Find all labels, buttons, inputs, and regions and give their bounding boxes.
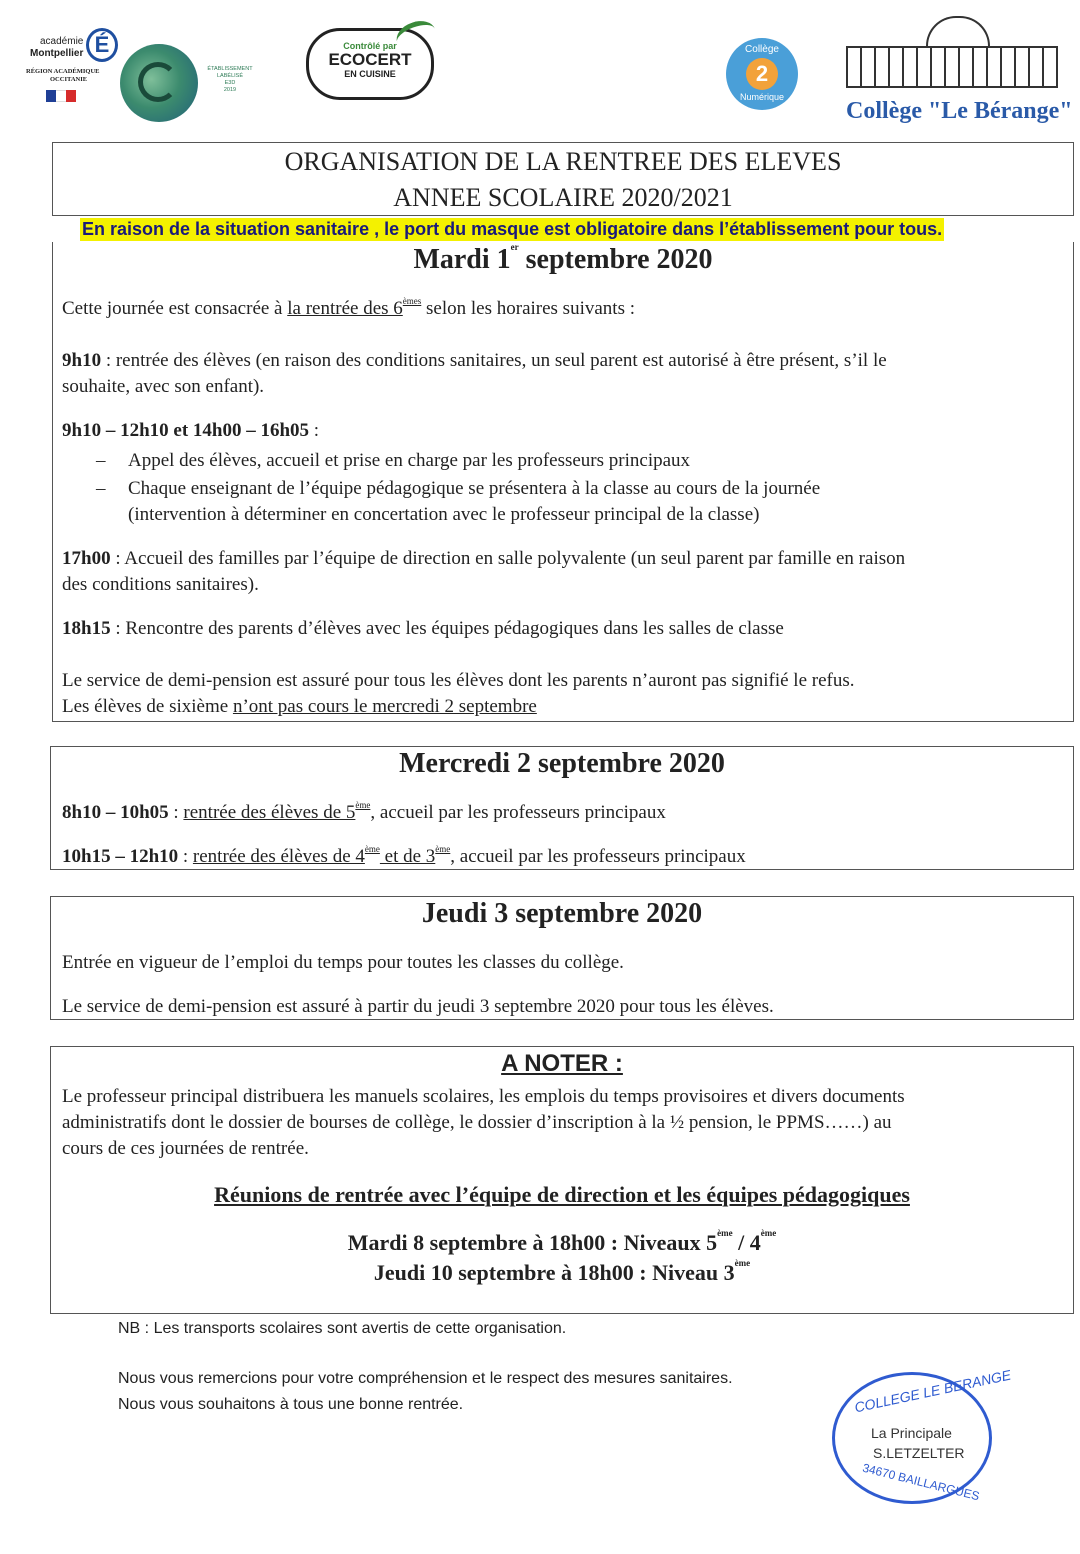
numerique-bottom: Numérique <box>739 92 785 102</box>
ecocert-line1: Contrôlé par <box>343 41 397 51</box>
e3d-label-line2: LABÉLISÉ <box>217 73 243 79</box>
e3d-label-text <box>200 66 260 94</box>
numerique-top: Collège <box>745 44 779 55</box>
time-label: 9h10 <box>62 350 102 371</box>
bullet-text: Appel des élèves, accueil et prise en charge par les professeurs principaux <box>128 450 691 471</box>
academie-region: RÉGION ACADÉMIQUE <box>26 68 100 75</box>
note-paragraph-2: administratifs dont le dossier de bourses de collège, le dossier d’inscription à la ½ pension, le PPMS……) au <box>62 1112 892 1133</box>
stamp-name: S.LETZELTER <box>873 1445 965 1461</box>
meeting-sup-2: ème <box>760 1228 777 1238</box>
tuesday-time-2 <box>62 420 319 442</box>
time-colon: : <box>168 802 184 823</box>
thursday-line-1: Entrée en vigueur de l’emploi du temps pour toutes les classes du collège. <box>62 952 624 973</box>
time-description: : Rencontre des parents d’élèves avec les équipes pédagogiques dans les salles de classe <box>110 618 784 639</box>
page-title: ORGANISATION DE LA RENTREE DES ELEVES <box>284 147 842 176</box>
meeting-2 <box>50 1260 1074 1286</box>
ecocert-bird-icon <box>393 16 440 55</box>
wednesday-row-2 <box>62 846 746 868</box>
row-underlined: rentrée des élèves de 4 <box>192 846 365 867</box>
tuesday-heading <box>52 244 1074 276</box>
meeting-sup: ème <box>734 1258 751 1268</box>
building-dome <box>926 16 990 48</box>
tuesday-intro-sup: èmes <box>402 296 422 306</box>
time-description: : rentrée des élèves (en raison des conditions sanitaires, un seul parent est autorisé à être présent, s’il le <box>101 350 887 371</box>
college-name: Collège "Le Bérange" <box>846 98 1073 124</box>
meetings-title <box>50 1182 1074 1208</box>
footer-wish: Nous vous souhaitons à tous une bonne rentrée. <box>118 1396 464 1413</box>
sanitary-notice-text: En raison de la situation sanitaire , le port du masque est obligatoire dans l’établissement pour tous. <box>82 219 943 239</box>
academie-region-2: OCCITANIE <box>50 76 88 83</box>
note-paragraph-3: cours de ces journées de rentrée. <box>62 1138 309 1159</box>
thursday-heading: Jeudi 3 septembre 2020 <box>421 898 703 929</box>
stamp-ring-bottom: 34670 BAILLARGUES <box>861 1460 981 1504</box>
time-label: 8h10 – 10h05 <box>62 802 169 823</box>
footer-nb: NB : Les transports scolaires sont avertis de cette organisation. <box>118 1320 567 1337</box>
dash-icon: – <box>96 450 106 471</box>
time-label: 18h15 <box>62 618 111 639</box>
stamp-ring-top: COLLEGE LE BERANGE <box>853 1366 1013 1416</box>
tuesday-time-3 <box>62 548 905 570</box>
footer-thanks: Nous vous remercions pour votre compréhension et le respect des mesures sanitaires. <box>118 1370 733 1387</box>
tuesday-heading-day: Mardi 1 <box>413 244 511 275</box>
building-body <box>846 46 1058 88</box>
time-description: : Accueil des familles par l’équipe de direction en salle polyvalente (un seul parent par famille en raison <box>110 548 906 569</box>
row-text: , accueil par les professeurs principaux <box>370 802 666 823</box>
tuesday-intro-underlined: la rentrée des 6 <box>287 298 403 319</box>
e3d-label-line1: ÉTABLISSEMENT <box>207 66 253 72</box>
tuesday-intro-end: selon les horaires suivants : <box>421 298 635 319</box>
row-sup-2: ème <box>435 844 451 854</box>
title-box <box>52 142 1074 216</box>
sixth-text: Les élèves de sixième <box>62 696 233 717</box>
row-underlined-2: et de 3 <box>379 846 436 867</box>
stamp-role: La Principale <box>871 1425 952 1441</box>
bullet-text: Chaque enseignant de l’équipe pédagogique se présentera à la classe au cours de la journée <box>128 478 821 499</box>
tuesday-bullet-2-cont: (intervention à déterminer en concertation avec le professeur principal de la classe) <box>128 504 760 525</box>
academie-e-letter: É <box>94 32 110 57</box>
tuesday-intro <box>62 298 635 320</box>
wednesday-heading: Mercredi 2 septembre 2020 <box>399 748 725 779</box>
meeting-text-2: / 4 <box>732 1230 761 1255</box>
page-subtitle: ANNEE SCOLAIRE 2020/2021 <box>393 183 733 212</box>
time-colon: : <box>309 420 320 441</box>
tuesday-intro-start: Cette journée est consacrée à <box>62 298 288 319</box>
tuesday-canteen: Le service de demi-pension est assuré pour tous les élèves dont les parents n’auront pas signifié le refus. <box>62 670 855 691</box>
sixth-underlined: n’ont pas cours le mercredi 2 septembre <box>232 696 537 717</box>
tuesday-time-4 <box>62 618 784 640</box>
note-paragraph-1: Le professeur principal distribuera les manuels scolaires, les emplois du temps provisoires et divers documents <box>62 1086 905 1107</box>
french-flag-icon <box>46 90 76 102</box>
note-heading <box>50 1050 1074 1078</box>
college-building-drawing <box>840 12 1066 92</box>
meeting-text: Mardi 8 septembre à 18h00 : Niveaux 5 <box>347 1230 718 1255</box>
row-sup: ème <box>364 844 380 854</box>
row-text: , accueil par les professeurs principaux <box>450 846 746 867</box>
time-colon: : <box>178 846 193 867</box>
tuesday-heading-date: septembre 2020 <box>518 244 713 275</box>
tuesday-heading-sup: er <box>510 242 519 252</box>
e3d-label-logo <box>120 44 198 122</box>
tuesday-sixth-grade <box>62 696 537 718</box>
note-heading-text: A NOTER : <box>501 1050 623 1077</box>
row-sup: ème <box>355 800 371 810</box>
meetings-title-text: Réunions de rentrée avec l’équipe de direction et les équipes pédagogiques <box>214 1182 910 1207</box>
school-stamp <box>832 1366 1013 1504</box>
college-numerique-badge <box>726 38 798 110</box>
academie-e-badge <box>86 28 118 62</box>
tuesday-bullet-1 <box>96 450 690 472</box>
academie-word: académie <box>40 36 84 47</box>
e3d-label-line3: E3D <box>224 80 236 86</box>
e3d-swirl-icon <box>138 62 178 102</box>
tuesday-bullet-2 <box>96 478 820 500</box>
time-label: 17h00 <box>62 548 111 569</box>
tuesday-time-1-cont: souhaite, avec son enfant). <box>62 376 265 397</box>
academie-logo <box>20 18 120 118</box>
sanitary-notice <box>80 218 944 241</box>
e3d-label-line4: 2019 <box>223 87 237 93</box>
dash-icon: – <box>96 478 106 499</box>
tuesday-time-1 <box>62 350 887 372</box>
meeting-text: Jeudi 10 septembre à 18h00 : Niveau 3 <box>373 1260 735 1285</box>
ecocert-line2: ECOCERT <box>328 50 412 69</box>
row-underlined: rentrée des élèves de 5 <box>183 802 356 823</box>
wednesday-row-1 <box>62 802 666 824</box>
thursday-line-2: Le service de demi-pension est assuré à partir du jeudi 3 septembre 2020 pour tous les élèves. <box>62 996 774 1017</box>
tuesday-time-3-cont: des conditions sanitaires). <box>62 574 259 595</box>
ecocert-line3: EN CUISINE <box>344 69 396 79</box>
numerique-circle <box>746 58 778 90</box>
time-label: 9h10 – 12h10 et 14h00 – 16h05 <box>62 420 310 441</box>
academie-city: Montpellier <box>30 48 84 59</box>
numerique-number: 2 <box>755 61 769 86</box>
meeting-1 <box>50 1230 1074 1256</box>
time-label: 10h15 – 12h10 <box>62 846 179 867</box>
meeting-sup: ème <box>717 1228 733 1238</box>
